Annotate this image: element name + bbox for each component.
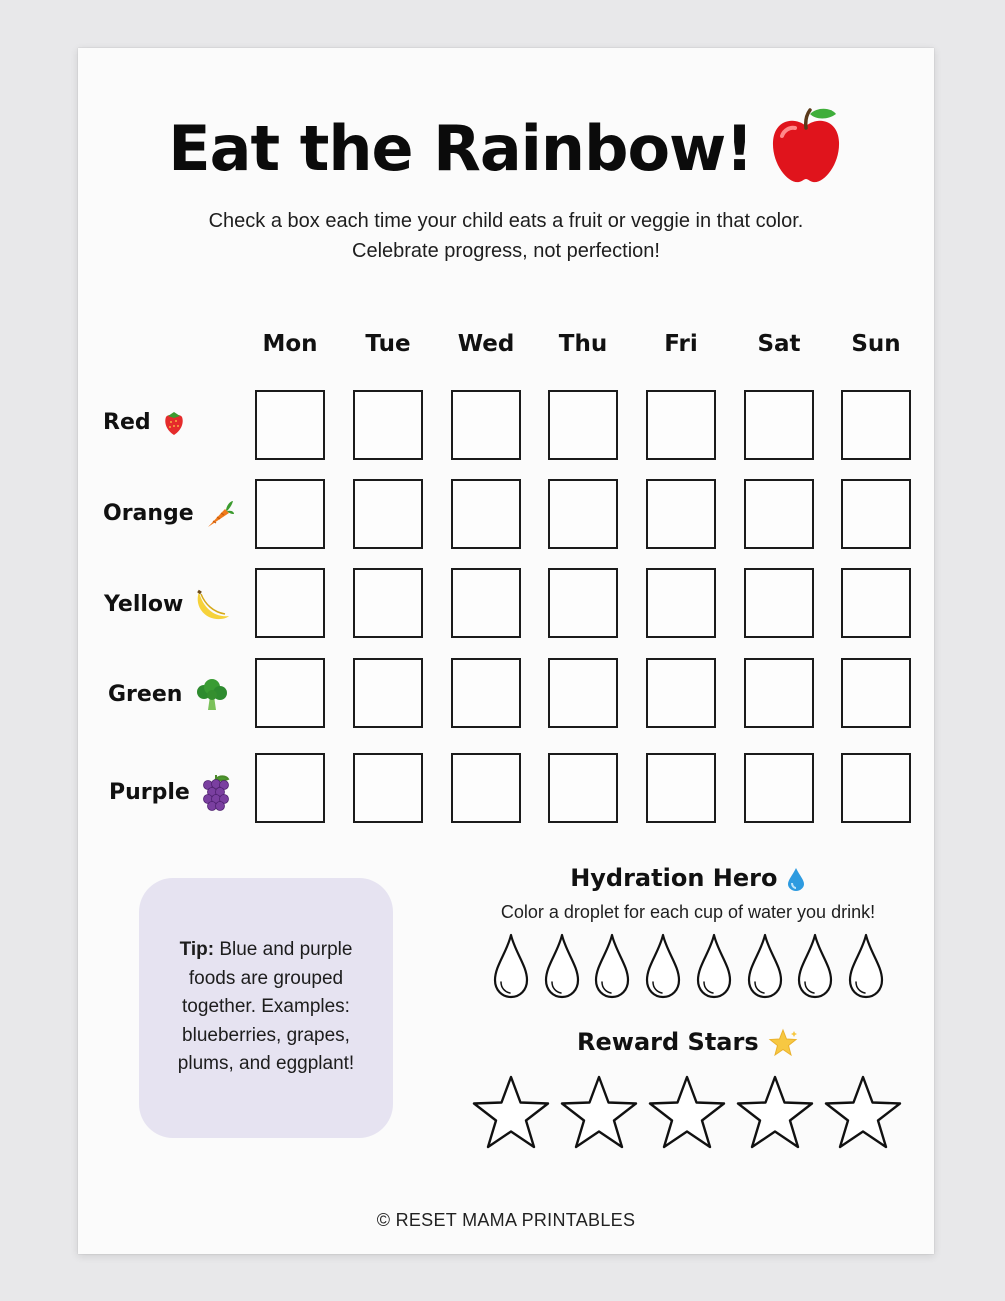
checkbox-orange-thu[interactable] — [548, 479, 618, 549]
checkbox-red-mon[interactable] — [255, 390, 325, 460]
checkbox-green-thu[interactable] — [548, 658, 618, 728]
row-label-text: Purple — [109, 780, 190, 805]
checkbox-purple-fri[interactable] — [646, 753, 716, 823]
reward-star-4[interactable] — [735, 1074, 815, 1154]
checkbox-yellow-mon[interactable] — [255, 568, 325, 638]
checkbox-orange-mon[interactable] — [255, 479, 325, 549]
strawberry-icon — [162, 410, 186, 436]
water-drop-icon — [786, 866, 806, 892]
checkbox-orange-sun[interactable] — [841, 479, 911, 549]
checkbox-purple-sun[interactable] — [841, 753, 911, 823]
page-title: Eat the Rainbow! — [168, 111, 753, 185]
checkbox-yellow-thu[interactable] — [548, 568, 618, 638]
row-label-purple — [109, 774, 230, 812]
row-label-text: Red — [103, 410, 151, 435]
day-header-sat: Sat — [757, 331, 801, 357]
carrot-icon — [205, 499, 235, 529]
day-header-thu: Thu — [558, 331, 608, 357]
reward-star-3[interactable] — [647, 1074, 727, 1154]
checkbox-yellow-sun[interactable] — [841, 568, 911, 638]
checkbox-purple-tue[interactable] — [353, 753, 423, 823]
water-droplet-7[interactable] — [797, 932, 833, 1004]
day-header-wed: Wed — [457, 331, 515, 357]
checkbox-red-thu[interactable] — [548, 390, 618, 460]
reward-title: Reward Stars — [577, 1028, 759, 1056]
water-droplet-5[interactable] — [696, 932, 732, 1004]
checkbox-purple-thu[interactable] — [548, 753, 618, 823]
checkbox-red-tue[interactable] — [353, 390, 423, 460]
day-header-sun: Sun — [851, 331, 901, 357]
row-label-red — [103, 410, 186, 436]
day-header-fri: Fri — [664, 331, 698, 357]
checkbox-red-sun[interactable] — [841, 390, 911, 460]
hydration-description: Color a droplet for each cup of water you drink! — [500, 902, 876, 922]
row-label-text: Green — [108, 682, 183, 707]
apple-icon — [768, 106, 844, 190]
hydration-title-row — [463, 864, 913, 892]
checkbox-green-sat[interactable] — [744, 658, 814, 728]
tip-text — [161, 936, 371, 1079]
tip-body: Blue and purple foods are grouped together. Examples: blueberries, grapes, plums, and eggplant! — [177, 939, 355, 1074]
checkbox-yellow-wed[interactable] — [451, 568, 521, 638]
footer-copyright: © RESET MAMA PRINTABLES — [376, 1210, 636, 1230]
checkbox-green-fri[interactable] — [646, 658, 716, 728]
checkbox-yellow-tue[interactable] — [353, 568, 423, 638]
water-droplet-1[interactable] — [493, 932, 529, 1004]
checkbox-purple-mon[interactable] — [255, 753, 325, 823]
water-droplet-3[interactable] — [594, 932, 630, 1004]
water-droplet-4[interactable] — [645, 932, 681, 1004]
reward-star-5[interactable] — [823, 1074, 903, 1154]
checkbox-yellow-sat[interactable] — [744, 568, 814, 638]
row-label-text: Yellow — [104, 592, 184, 617]
reward-star-1[interactable] — [471, 1074, 551, 1154]
tip-card — [139, 878, 393, 1138]
checkbox-green-mon[interactable] — [255, 658, 325, 728]
row-label-orange — [103, 499, 235, 529]
reward-star-2[interactable] — [559, 1074, 639, 1154]
row-label-green — [108, 678, 228, 712]
checkbox-red-fri[interactable] — [646, 390, 716, 460]
checkbox-orange-wed[interactable] — [451, 479, 521, 549]
day-header-mon: Mon — [262, 331, 318, 357]
checkbox-orange-tue[interactable] — [353, 479, 423, 549]
row-label-text: Orange — [103, 501, 194, 526]
day-header-tue: Tue — [365, 331, 411, 357]
reward-title-row — [463, 1028, 913, 1058]
grapes-icon — [202, 774, 230, 812]
checkbox-red-sat[interactable] — [744, 390, 814, 460]
printable-sheet — [78, 48, 934, 1254]
checkbox-green-sun[interactable] — [841, 658, 911, 728]
row-label-yellow — [104, 588, 231, 622]
checkbox-red-wed[interactable] — [451, 390, 521, 460]
checkbox-orange-fri[interactable] — [646, 479, 716, 549]
sparkle-star-icon — [767, 1028, 799, 1058]
banana-icon — [195, 588, 231, 622]
hydration-title: Hydration Hero — [570, 864, 778, 892]
title-row — [78, 106, 934, 190]
water-droplet-8[interactable] — [848, 932, 884, 1004]
checkbox-green-wed[interactable] — [451, 658, 521, 728]
water-droplet-6[interactable] — [747, 932, 783, 1004]
checkbox-purple-wed[interactable] — [451, 753, 521, 823]
instructions-text: Check a box each time your child eats a fruit or veggie in that color. Celebrate progress, not perfection! — [208, 210, 804, 262]
tip-label: Tip: — [179, 939, 215, 960]
checkbox-yellow-fri[interactable] — [646, 568, 716, 638]
checkbox-green-tue[interactable] — [353, 658, 423, 728]
broccoli-icon — [194, 678, 228, 712]
water-droplet-2[interactable] — [544, 932, 580, 1004]
checkbox-purple-sat[interactable] — [744, 753, 814, 823]
checkbox-orange-sat[interactable] — [744, 479, 814, 549]
